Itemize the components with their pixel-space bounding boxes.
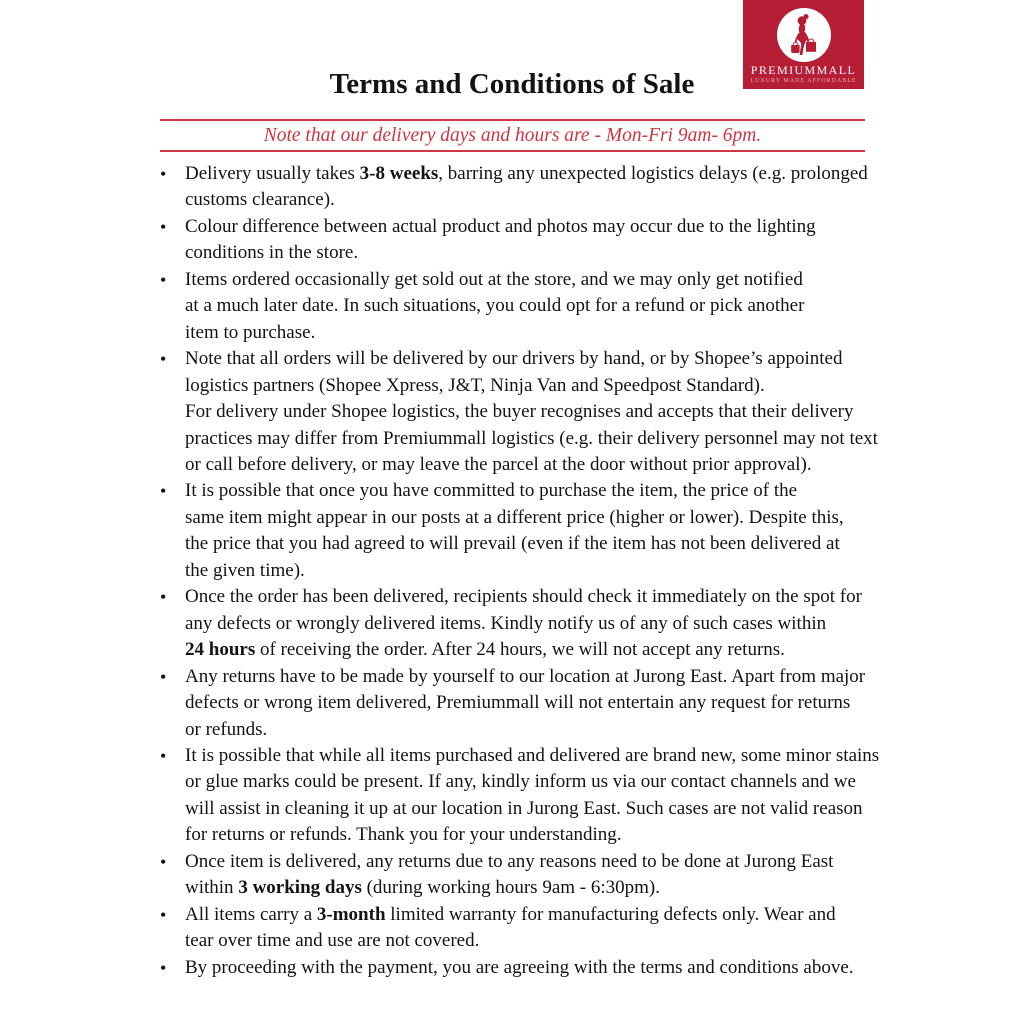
bullet-text: It is possible that once you have committed to purchase the item, the price of the same item might appear in our posts at a different price (higher or lower). Despite this, the price that you had agreed to will prevail (even if the item has not been delivered at the given time).	[185, 480, 844, 581]
bullet-item	[160, 743, 900, 849]
bullet-item	[160, 214, 900, 267]
bullet-text: All items carry a 3-month limited warranty for manufacturing defects only. Wear and tear over time and use are not covered.	[185, 903, 836, 952]
bullet-item	[160, 161, 900, 214]
bullet-text: Any returns have to be made by yourself to our location at Jurong East. Apart from major defects or wrong item delivered, Premiummall will not entertain any request for returns or refunds.	[185, 665, 866, 740]
bullet-item	[160, 267, 900, 346]
bullet-marker: •	[160, 666, 167, 687]
bullet-marker: •	[160, 851, 167, 872]
bullet-marker: •	[160, 216, 167, 237]
bullet-item	[160, 584, 900, 663]
page-title: Terms and Conditions of Sale	[329, 68, 695, 100]
bullet-text: Once the order has been delivered, recipients should check it immediately on the spot for any defects or wrongly delivered items. Kindly notify us of any of such cases within 24 hours of receiving the order. After 24 hours, we will not accept any returns.	[185, 586, 862, 661]
bullet-marker: •	[160, 269, 167, 290]
delivery-notice-text: Note that our delivery days and hours are - Mon-Fri 9am- 6pm.	[263, 124, 762, 146]
logo-circle	[777, 8, 831, 62]
bullet-marker: •	[160, 957, 167, 978]
bullet-item	[160, 664, 900, 743]
bullet-item	[160, 478, 900, 584]
bullet-text: By proceeding with the payment, you are agreeing with the terms and conditions above.	[185, 956, 854, 978]
logo-brand-name: PREMIUMMALL	[750, 63, 857, 77]
bullet-marker: •	[160, 904, 167, 925]
bullet-text: Items ordered occasionally get sold out at the store, and we may only get notified at a much later date. In such situations, you could opt for a refund or pick another item to purchase.	[185, 268, 805, 343]
bullet-item	[160, 902, 900, 955]
woman-with-shopping-bags-icon	[780, 11, 828, 59]
bullet-marker: •	[160, 164, 167, 184]
bullet-text: Once item is delivered, any returns due to any reasons need to be done at Jurong East within 3 working days (during working hours 9am - 6:30pm).	[185, 850, 834, 899]
bullet-marker: •	[160, 745, 167, 766]
terms-list	[160, 161, 900, 981]
bullet-item	[160, 849, 900, 902]
bullet-text: It is possible that while all items purchased and delivered are brand new, some minor stains or glue marks could be present. If any, kindly inform us via our contact channels and we will assist in cleaning it up at our location in Jurong East. Such cases are not valid reason for returns or refunds. Thank you for your understanding.	[185, 744, 880, 846]
bullet-item	[160, 955, 900, 981]
bullet-marker: •	[160, 349, 167, 370]
bullet-item	[160, 346, 900, 478]
bullet-marker: •	[160, 587, 167, 608]
logo-tagline: LUXURY MADE AFFORDABLE	[750, 78, 857, 84]
bullet-text: Colour difference between actual product and photos may occur due to the lighting conditions in the store.	[185, 215, 816, 264]
delivery-notice-band	[160, 119, 865, 152]
bullet-marker: •	[160, 481, 167, 502]
bullet-text: Note that all orders will be delivered by our drivers by hand, or by Shopee’s appointed logistics partners (Shopee Xpress, J&T, Ninja Van and Speedpost Standard). For delivery under Shopee logistics, the buyer recognises and accepts that their delivery practices may differ from Premiummall logistics (e.g. their delivery personnel may not text or call before delivery, or may leave the parcel at the door without prior approval).	[185, 348, 878, 475]
bullet-text: Delivery usually takes 3-8 weeks, barring any unexpected logistics delays (e.g. prolonged customs clearance).	[185, 163, 868, 211]
